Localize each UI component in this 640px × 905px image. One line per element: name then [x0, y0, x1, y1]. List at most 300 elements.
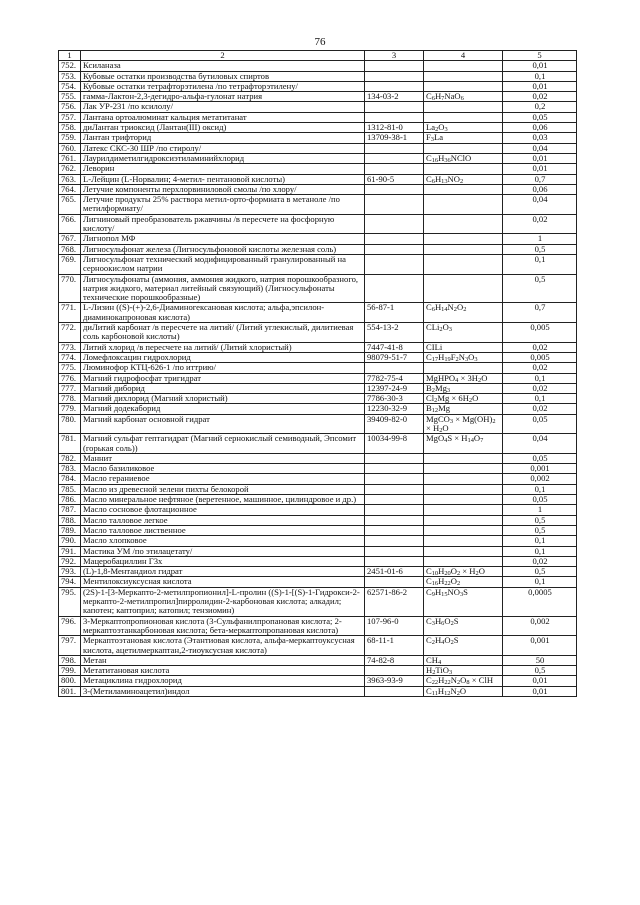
formula-cell — [424, 234, 503, 244]
row-number-cell: 766. — [59, 214, 81, 234]
formula-cell — [424, 515, 503, 525]
substance-name-cell: Лаурилдиметилгидроксиэтиламинийхлорид — [81, 153, 365, 163]
substance-name-cell: Масло талловое лиственное — [81, 525, 365, 535]
formula-cell: $B_2Mg_3$ — [424, 383, 503, 393]
limit-value-cell: 0,5 — [503, 666, 577, 676]
cas-number-cell — [365, 195, 424, 215]
row-number-cell: 753. — [59, 71, 81, 81]
formula-cell: $C_9H_{15}NO_3S$ — [424, 587, 503, 616]
table-row — [59, 164, 577, 174]
table-row — [59, 184, 577, 194]
formula-cell: $CH_4$ — [424, 655, 503, 665]
limit-value-cell: 0,05 — [503, 453, 577, 463]
limit-value-cell: 0,06 — [503, 184, 577, 194]
row-number-cell: 801. — [59, 686, 81, 696]
cas-number-cell: 7782-75-4 — [365, 373, 424, 383]
table-row — [59, 587, 577, 616]
cas-number-cell — [365, 686, 424, 696]
formula-cell — [424, 546, 503, 556]
table-row — [59, 567, 577, 577]
row-number-cell: 772. — [59, 323, 81, 343]
limit-value-cell: 50 — [503, 655, 577, 665]
cas-number-cell: 13709-38-1 — [365, 133, 424, 143]
limit-value-cell: 0,1 — [503, 254, 577, 274]
row-number-cell: 783. — [59, 464, 81, 474]
formula-cell: CILi — [424, 342, 503, 352]
substance-name-cell: Лигносульфонат технический модифицированный гранулированный на серноокислом натрии — [81, 254, 365, 274]
formula-cell — [424, 195, 503, 215]
cas-number-cell — [365, 464, 424, 474]
table-row — [59, 61, 577, 71]
formula-cell — [424, 474, 503, 484]
formula-cell: $B_{12}Mg$ — [424, 404, 503, 414]
cas-number-cell — [365, 556, 424, 566]
row-number-cell: 770. — [59, 274, 81, 303]
table-row — [59, 434, 577, 454]
table-row — [59, 102, 577, 112]
table-row — [59, 363, 577, 373]
substance-name-cell: L-Лейцин (L-Норвалин; 4-метил- пентановой кислоты) — [81, 174, 365, 184]
substance-name-cell: Лантана ортоалюминат кальция метатитанат — [81, 112, 365, 122]
row-number-cell: 755. — [59, 92, 81, 102]
cas-number-cell: 7786-30-3 — [365, 394, 424, 404]
limit-value-cell: 0,5 — [503, 274, 577, 303]
table-row — [59, 195, 577, 215]
row-number-cell: 757. — [59, 112, 81, 122]
cas-number-cell: 12230-32-9 — [365, 404, 424, 414]
substance-name-cell: Лигниновый преобразователь ржавчины /в пересчете на фосфорную кислоту/ — [81, 214, 365, 234]
table-row — [59, 81, 577, 91]
table-row — [59, 244, 577, 254]
row-number-cell: 790. — [59, 536, 81, 546]
table-header-row — [59, 51, 577, 61]
row-number-cell: 769. — [59, 254, 81, 274]
formula-cell: $La_2O_3$ — [424, 123, 503, 133]
limit-value-cell: 0,02 — [503, 383, 577, 393]
limit-value-cell: 0,02 — [503, 92, 577, 102]
cas-number-cell: 1312-81-0 — [365, 123, 424, 133]
cas-number-cell — [365, 525, 424, 535]
substance-name-cell: диЛантан триоксид (Лантан(III) оксид) — [81, 123, 365, 133]
cas-number-cell: 107-96-0 — [365, 616, 424, 636]
formula-cell: $C_3H_6O_2S$ — [424, 616, 503, 636]
limit-value-cell: 0,002 — [503, 474, 577, 484]
substance-name-cell: Летучие продукты 25% раствора метил-орто-формиата в метаноле /по метилформиату/ — [81, 195, 365, 215]
formula-cell — [424, 453, 503, 463]
limit-value-cell: 0,2 — [503, 102, 577, 112]
cas-number-cell — [365, 474, 424, 484]
substance-name-cell: Ксиланаза — [81, 61, 365, 71]
substance-name-cell: Магний додекаборид — [81, 404, 365, 414]
table-row — [59, 352, 577, 362]
substance-name-cell: Метан — [81, 655, 365, 665]
limit-value-cell: 0,04 — [503, 434, 577, 454]
cas-number-cell — [365, 184, 424, 194]
substance-name-cell: Лигносульфонаты (аммония, аммония жидкого, натрия порошкообразного, натрия жидкого, материал литейный связующий) (Лигносульфонаты технические порошкообразные) — [81, 274, 365, 303]
cas-number-cell — [365, 495, 424, 505]
cas-number-cell — [365, 666, 424, 676]
row-number-cell: 787. — [59, 505, 81, 515]
table-row — [59, 686, 577, 696]
limit-value-cell: 0,1 — [503, 394, 577, 404]
formula-cell: $C_6H_{13}NO_2$ — [424, 174, 503, 184]
formula-cell: $C_2H_4O_2S$ — [424, 636, 503, 656]
cas-number-cell — [365, 546, 424, 556]
formula-cell — [424, 102, 503, 112]
table-row — [59, 636, 577, 656]
table-row — [59, 577, 577, 587]
cas-number-cell — [365, 234, 424, 244]
table-row — [59, 342, 577, 352]
cas-number-cell: 134-03-2 — [365, 92, 424, 102]
substance-name-cell: Лигнопол МФ — [81, 234, 365, 244]
formula-cell — [424, 505, 503, 515]
formula-cell: $C_6H_7NaO_6$ — [424, 92, 503, 102]
limit-value-cell: 1 — [503, 505, 577, 515]
limit-value-cell: 0,5 — [503, 244, 577, 254]
table-row — [59, 414, 577, 434]
cas-number-cell — [365, 214, 424, 234]
formula-cell — [424, 464, 503, 474]
substance-name-cell: (L)-1,8-Ментандиол гидрат — [81, 567, 365, 577]
row-number-cell: 788. — [59, 515, 81, 525]
row-number-cell: 765. — [59, 195, 81, 215]
formula-cell: MgHPO$_4$ × $3H_2O$ — [424, 373, 503, 383]
cas-number-cell: 68-11-1 — [365, 636, 424, 656]
cas-number-cell — [365, 484, 424, 494]
limit-value-cell: 0,5 — [503, 567, 577, 577]
limit-value-cell: 0,02 — [503, 363, 577, 373]
table-row — [59, 515, 577, 525]
formula-cell — [424, 184, 503, 194]
row-number-cell: 782. — [59, 453, 81, 463]
table-row — [59, 234, 577, 244]
substance-name-cell: Кубовые остатки производства бутиловых спиртов — [81, 71, 365, 81]
limit-value-cell: 0,01 — [503, 61, 577, 71]
formula-cell — [424, 81, 503, 91]
substance-name-cell: Метатитановая кислота — [81, 666, 365, 676]
table-row — [59, 303, 577, 323]
limit-value-cell: 0,04 — [503, 195, 577, 215]
formula-cell — [424, 254, 503, 274]
substance-name-cell: Литий хлорид /в пересчете на литий/ (Литий хлористый) — [81, 342, 365, 352]
limit-value-cell: 0,0005 — [503, 587, 577, 616]
limit-value-cell: 0,02 — [503, 342, 577, 352]
limit-value-cell: 0,1 — [503, 546, 577, 556]
table-row — [59, 536, 577, 546]
row-number-cell: 798. — [59, 655, 81, 665]
limit-value-cell: 0,1 — [503, 484, 577, 494]
substance-name-cell: 3-Меркаптопропионовая кислота (3-Сульфанилпропановая кислота; 2-меркаптоэтанкарбоновая кислота; бета-меркаптопропановая кислота) — [81, 616, 365, 636]
cas-number-cell: 56-87-1 — [365, 303, 424, 323]
table-row — [59, 525, 577, 535]
limit-value-cell: 0,01 — [503, 676, 577, 686]
limit-value-cell: 0,7 — [503, 303, 577, 323]
substance-name-cell: Мастика УМ /по этилацетату/ — [81, 546, 365, 556]
table-row — [59, 143, 577, 153]
header-col-3: 3 — [365, 51, 424, 61]
cas-number-cell — [365, 274, 424, 303]
row-number-cell: 771. — [59, 303, 81, 323]
row-number-cell: 777. — [59, 383, 81, 393]
cas-number-cell — [365, 81, 424, 91]
cas-number-cell — [365, 505, 424, 515]
row-number-cell: 758. — [59, 123, 81, 133]
limit-value-cell: 0,01 — [503, 686, 577, 696]
table-row — [59, 394, 577, 404]
substance-name-cell: Масло гераниевое — [81, 474, 365, 484]
substance-name-cell: Люминофор КТЦ-626-1 /по иттрию/ — [81, 363, 365, 373]
row-number-cell: 794. — [59, 577, 81, 587]
substance-name-cell: Лантан трифторид — [81, 133, 365, 143]
row-number-cell: 763. — [59, 174, 81, 184]
limit-value-cell: 0,1 — [503, 71, 577, 81]
substance-name-cell: Латекс СКС-30 ШР /по стиролу/ — [81, 143, 365, 153]
formula-cell: $C_{17}H_{19}F_2N_3O_3$ — [424, 352, 503, 362]
formula-cell — [424, 484, 503, 494]
row-number-cell: 799. — [59, 666, 81, 676]
cas-number-cell: 61-90-5 — [365, 174, 424, 184]
substance-name-cell: Меркаптоэтановая кислота (Этантиовая кислота, альфа-меркаптоуксусная кислота, ацетилмеркаптан,2-тиоуксусная кислота) — [81, 636, 365, 656]
substance-name-cell: Магний диборид — [81, 383, 365, 393]
table-row — [59, 495, 577, 505]
cas-number-cell — [365, 71, 424, 81]
limit-value-cell: 0,5 — [503, 525, 577, 535]
formula-cell — [424, 556, 503, 566]
limit-value-cell: 0,05 — [503, 495, 577, 505]
row-number-cell: 776. — [59, 373, 81, 383]
substance-name-cell: Магний сульфат гептагидрат (Магний сернокислый семиводный, Эпсомит (горькая соль)) — [81, 434, 365, 454]
substance-name-cell: Магний карбонат основной гидрат — [81, 414, 365, 434]
cas-number-cell — [365, 515, 424, 525]
formula-cell: $Cl_2Mg \times 6H_2O$ — [424, 394, 503, 404]
cas-number-cell — [365, 164, 424, 174]
cas-number-cell: 39409-82-0 — [365, 414, 424, 434]
row-number-cell: 786. — [59, 495, 81, 505]
table-row — [59, 616, 577, 636]
substance-name-cell: Метациклина гидрохлорид — [81, 676, 365, 686]
header-col-2: 2 — [81, 51, 365, 61]
table-row — [59, 123, 577, 133]
limit-value-cell: 0,05 — [503, 112, 577, 122]
table-row — [59, 133, 577, 143]
formula-cell — [424, 363, 503, 373]
cas-number-cell — [365, 153, 424, 163]
substance-name-cell: Ментилоксиуксусная кислота — [81, 577, 365, 587]
limit-value-cell: 0,001 — [503, 636, 577, 656]
cas-number-cell — [365, 536, 424, 546]
limit-value-cell: 0,02 — [503, 214, 577, 234]
table-row — [59, 71, 577, 81]
row-number-cell: 773. — [59, 342, 81, 352]
substance-name-cell: Магний дихлорид (Магний хлористый) — [81, 394, 365, 404]
table-row — [59, 666, 577, 676]
table-row — [59, 323, 577, 343]
page-number: 76 — [314, 36, 326, 48]
row-number-cell: 800. — [59, 676, 81, 686]
limit-value-cell: 0,1 — [503, 577, 577, 587]
cas-number-cell — [365, 61, 424, 71]
substance-name-cell: Масло сосновое флотационное — [81, 505, 365, 515]
row-number-cell: 762. — [59, 164, 81, 174]
table-row — [59, 92, 577, 102]
row-number-cell: 778. — [59, 394, 81, 404]
substances-table — [58, 50, 577, 697]
row-number-cell: 781. — [59, 434, 81, 454]
table-row — [59, 453, 577, 463]
cas-number-cell: 10034-99-8 — [365, 434, 424, 454]
cas-number-cell — [365, 143, 424, 153]
substance-name-cell: Масло минеральное нефтяное (веретенное, машинное, цилиндровое и др.) — [81, 495, 365, 505]
formula-cell: $H_2TiO_3$ — [424, 666, 503, 676]
formula-cell: $C_{16}H_{22}O_2$ — [424, 577, 503, 587]
substance-name-cell: Масло хлопковое — [81, 536, 365, 546]
table-row — [59, 254, 577, 274]
limit-value-cell: 0,01 — [503, 164, 577, 174]
cas-number-cell: 7447-41-8 — [365, 342, 424, 352]
row-number-cell: 780. — [59, 414, 81, 434]
limit-value-cell: 0,005 — [503, 323, 577, 343]
row-number-cell: 796. — [59, 616, 81, 636]
cas-number-cell: 2451-01-6 — [365, 567, 424, 577]
row-number-cell: 752. — [59, 61, 81, 71]
limit-value-cell: 0,1 — [503, 373, 577, 383]
cas-number-cell: 3963-93-9 — [365, 676, 424, 686]
table-row — [59, 676, 577, 686]
substance-name-cell: Летучие компоненты перхлорвиниловой смолы /по хлору/ — [81, 184, 365, 194]
cas-number-cell — [365, 112, 424, 122]
limit-value-cell: 0,05 — [503, 414, 577, 434]
formula-cell: $C_{16}H_{36}NClO$ — [424, 153, 503, 163]
limit-value-cell: 0,06 — [503, 123, 577, 133]
row-number-cell: 791. — [59, 546, 81, 556]
row-number-cell: 774. — [59, 352, 81, 362]
header-col-5: 5 — [503, 51, 577, 61]
substance-name-cell: Магний гидрофосфат тригидрат — [81, 373, 365, 383]
substance-name-cell: Мацеробациллин Г3х — [81, 556, 365, 566]
row-number-cell: 764. — [59, 184, 81, 194]
table-row — [59, 214, 577, 234]
formula-cell: $CLi_2O_3$ — [424, 323, 503, 343]
table-row — [59, 112, 577, 122]
cas-number-cell — [365, 363, 424, 373]
row-number-cell: 760. — [59, 143, 81, 153]
limit-value-cell: 0,04 — [503, 143, 577, 153]
row-number-cell: 767. — [59, 234, 81, 244]
formula-cell — [424, 495, 503, 505]
row-number-cell: 761. — [59, 153, 81, 163]
row-number-cell: 795. — [59, 587, 81, 616]
table-row — [59, 556, 577, 566]
formula-cell — [424, 536, 503, 546]
substance-name-cell: Маннит — [81, 453, 365, 463]
table-row — [59, 383, 577, 393]
limit-value-cell: 0,5 — [503, 515, 577, 525]
table-row — [59, 474, 577, 484]
formula-cell — [424, 244, 503, 254]
limit-value-cell: 0,002 — [503, 616, 577, 636]
limit-value-cell: 0,02 — [503, 556, 577, 566]
row-number-cell: 779. — [59, 404, 81, 414]
substance-name-cell: Лак УР-231 /по ксилолу/ — [81, 102, 365, 112]
substance-name-cell: гамма-Лактон-2,3-дегидро-альфа-гулонат натрия — [81, 92, 365, 102]
table-row — [59, 404, 577, 414]
row-number-cell: 768. — [59, 244, 81, 254]
limit-value-cell: 0,001 — [503, 464, 577, 474]
table-row — [59, 464, 577, 474]
cas-number-cell — [365, 102, 424, 112]
formula-cell — [424, 214, 503, 234]
row-number-cell: 775. — [59, 363, 81, 373]
substance-name-cell: Кубовые остатки тетрафторэтилена /по тетрафторэтилену/ — [81, 81, 365, 91]
formula-cell — [424, 525, 503, 535]
table-body — [59, 61, 577, 697]
substance-name-cell: Масло базиликовое — [81, 464, 365, 474]
cas-number-cell — [365, 254, 424, 274]
substance-name-cell: Масло из древесной зелени пихты белокорой — [81, 484, 365, 494]
row-number-cell: 793. — [59, 567, 81, 577]
substance-name-cell: Леворин — [81, 164, 365, 174]
row-number-cell: 785. — [59, 484, 81, 494]
substance-name-cell: Ломефлоксацин гидрохлорид — [81, 352, 365, 362]
table-row — [59, 174, 577, 184]
substance-name-cell: (2S)-1-[3-Меркапто-2-метилпропионил]-L-пролин ((S)-1-[(S)-1-Гидрокси-2-меркапто-2-метилпропил]пирролидин-2-карбоновая кислота; алкадил; капотен; каптоприл; катопил; тензиомин) — [81, 587, 365, 616]
table-row — [59, 274, 577, 303]
header-col-4: 4 — [424, 51, 503, 61]
row-number-cell: 797. — [59, 636, 81, 656]
substance-name-cell: Масло талловое легкое — [81, 515, 365, 525]
row-number-cell: 789. — [59, 525, 81, 535]
formula-cell — [424, 112, 503, 122]
cas-number-cell — [365, 453, 424, 463]
header-col-1: 1 — [59, 51, 81, 61]
cas-number-cell — [365, 577, 424, 587]
cas-number-cell: 98079-51-7 — [365, 352, 424, 362]
table-row — [59, 546, 577, 556]
limit-value-cell: 0,02 — [503, 404, 577, 414]
formula-cell — [424, 71, 503, 81]
limit-value-cell: 0,1 — [503, 536, 577, 546]
substance-name-cell: L-Лизин ((S)-(+)-2,6-Диаминогексановая кислота; альфа,эпсилон-диаминокапроновая кислота) — [81, 303, 365, 323]
formula-cell — [424, 274, 503, 303]
cas-number-cell — [365, 244, 424, 254]
row-number-cell: 759. — [59, 133, 81, 143]
cas-number-cell: 74-82-8 — [365, 655, 424, 665]
limit-value-cell: 0,01 — [503, 153, 577, 163]
formula-cell: $MgO_4S \times H_{14}O_7$ — [424, 434, 503, 454]
limit-value-cell: 0,03 — [503, 133, 577, 143]
limit-value-cell: 1 — [503, 234, 577, 244]
formula-cell: $C_{11}H_{12}N_2O$ — [424, 686, 503, 696]
formula-cell: $C_{10}H_{20}O_2 \times H_2O$ — [424, 567, 503, 577]
limit-value-cell: 0,005 — [503, 352, 577, 362]
row-number-cell: 792. — [59, 556, 81, 566]
row-number-cell: 754. — [59, 81, 81, 91]
substance-name-cell: Лигносульфонат железа (Лигносульфоновой кислоты железная соль) — [81, 244, 365, 254]
row-number-cell: 756. — [59, 102, 81, 112]
limit-value-cell: 0,7 — [503, 174, 577, 184]
substance-name-cell: диЛитий карбонат /в пересчете на литий/ (Литий углекислый, дилитиевая соль карбоновой кислоты) — [81, 323, 365, 343]
formula-cell — [424, 164, 503, 174]
table-row — [59, 373, 577, 383]
formula-cell: $C_{22}H_{22}N_2O_8$ × ClH — [424, 676, 503, 686]
table-row — [59, 484, 577, 494]
substance-name-cell: 3-(Метиламиноацетил)индол — [81, 686, 365, 696]
formula-cell — [424, 61, 503, 71]
table-row — [59, 655, 577, 665]
limit-value-cell: 0,01 — [503, 81, 577, 91]
table-row — [59, 153, 577, 163]
